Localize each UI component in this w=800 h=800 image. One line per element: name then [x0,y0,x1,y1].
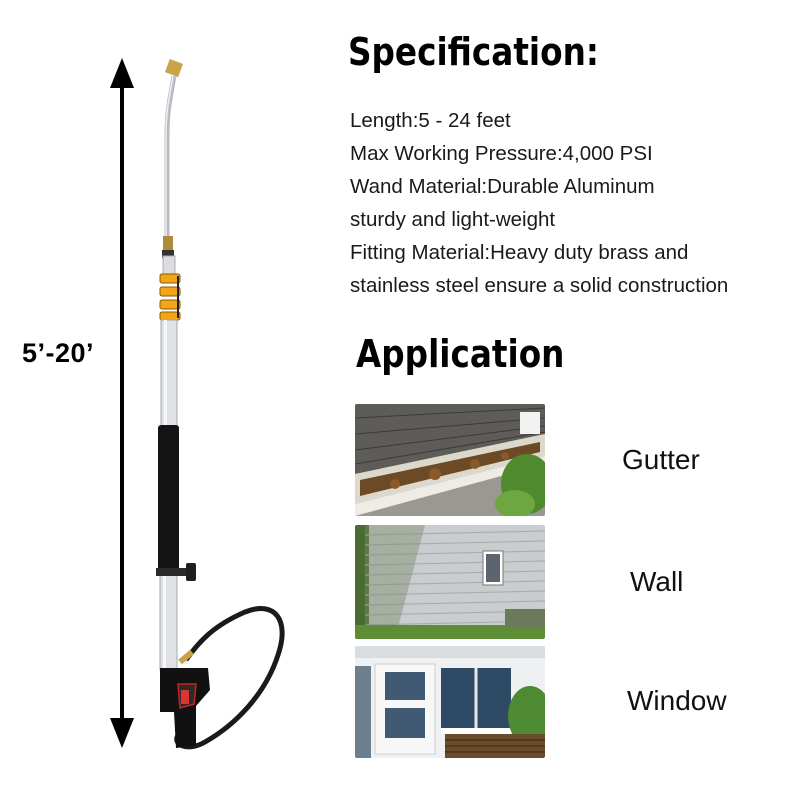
spec-line-fitting-material-cont: stainless steel ensure a solid construction [350,274,729,297]
window-photo [355,646,545,758]
clamps-icon [160,274,180,320]
double-arrow-icon [110,58,134,748]
wand-illustration [0,0,345,800]
spec-line-wand-material: Wand Material:Durable Aluminum [350,175,655,198]
wall-label: Wall [630,566,684,597]
length-label: 5’-20’ [22,338,95,368]
window-label: Window [627,685,727,716]
spec-line-wand-material-cont: sturdy and light-weight [350,208,556,231]
spec-line-length: Length:5 - 24 feet [350,109,511,132]
spray-gun-icon [160,668,210,748]
spec-line-pressure: Max Working Pressure:4,000 PSI [350,142,653,165]
application-heading: Application [356,332,565,376]
specification-heading: Specification: [348,30,599,74]
gutter-photo [355,404,545,516]
spec-line-fitting-material: Fitting Material:Heavy duty brass and [350,241,689,264]
telescoping-wand-icon [156,59,196,670]
specification-list [350,104,728,302]
wall-photo [355,525,545,639]
gutter-label: Gutter [622,444,700,475]
